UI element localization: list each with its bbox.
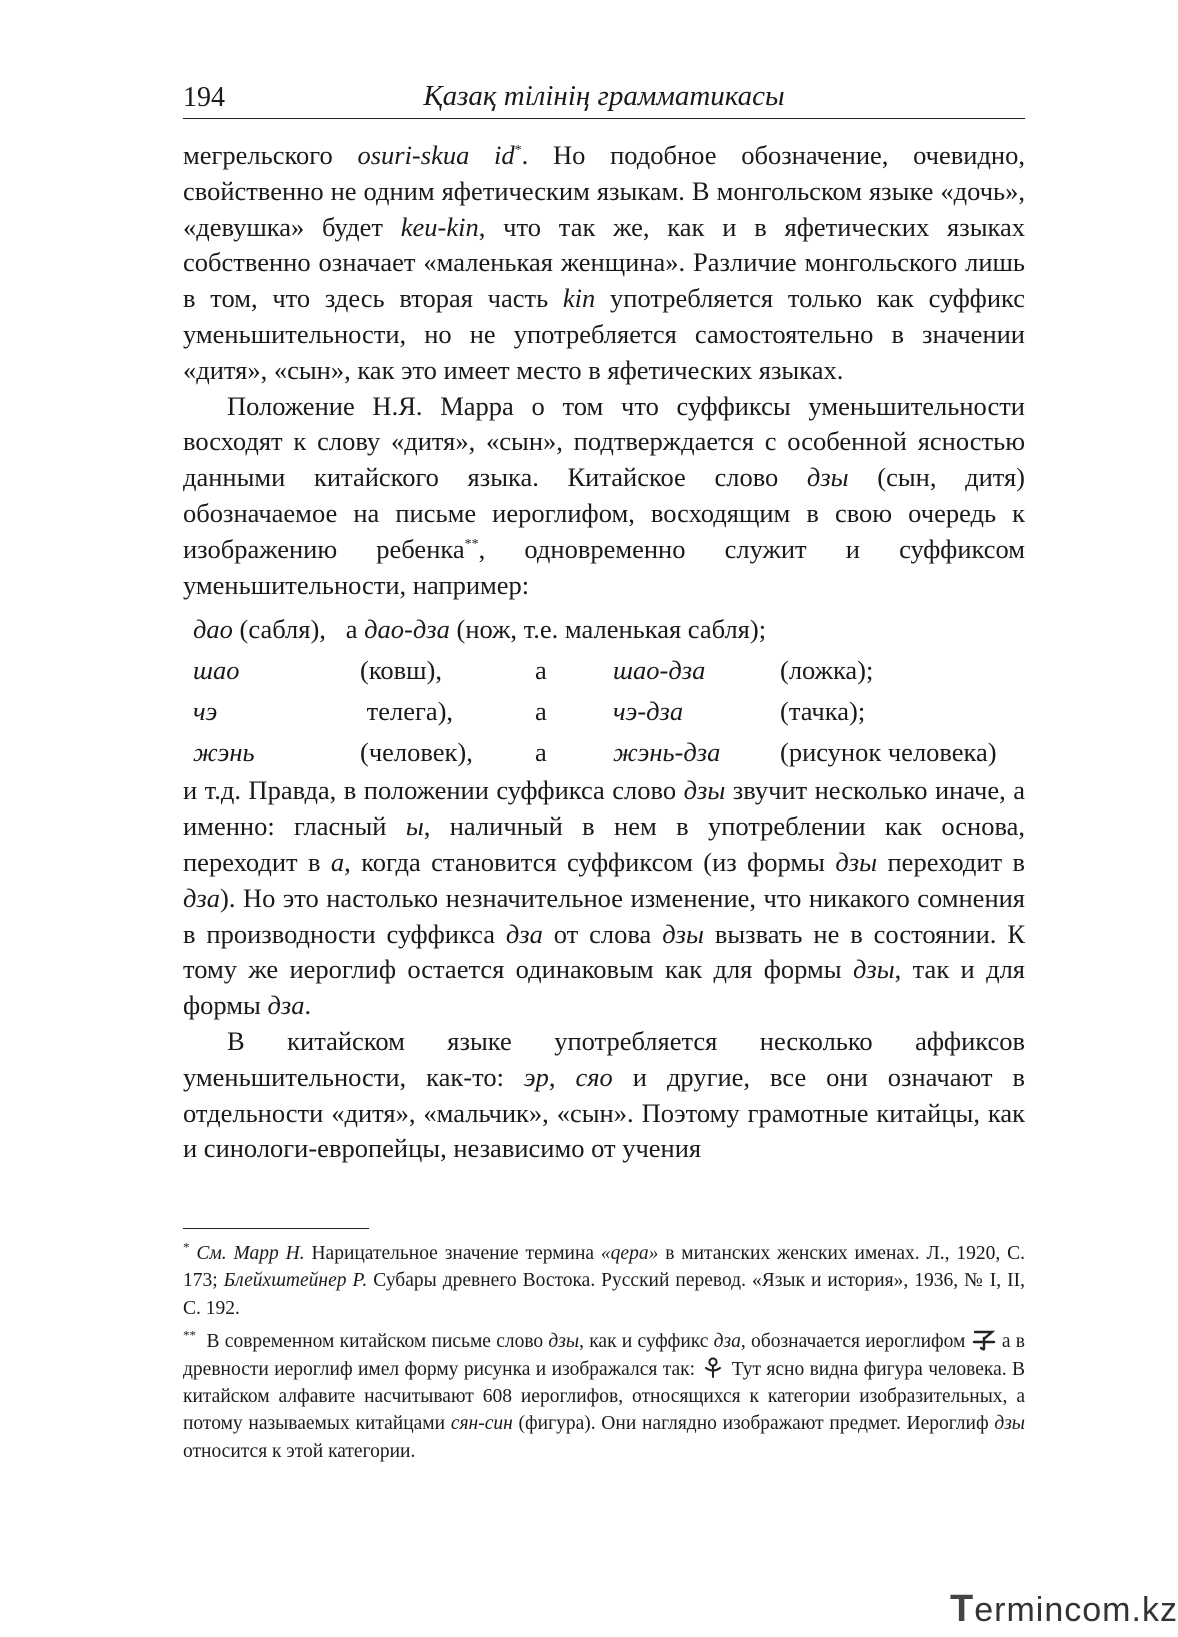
- example-row: дао (сабля), а дао-дза (нож, т.е. маленькая сабля);: [193, 613, 767, 644]
- paragraph-4: В китайском языке употребляется несколько аффиксов уменьшительности, как-то: эр, сяо и другие, все они означают в отдельности «дитя», «мальчик», «сын». Поэтому грамотные китайцы, как и синологи-европейцы, независимо от учения: [183, 1025, 1025, 1164]
- termincom-watermark: Termincom.kz: [950, 1588, 1178, 1630]
- footnote-ref-2: **: [464, 536, 479, 552]
- child-pictograph-icon: [700, 1357, 726, 1379]
- running-title: Қазақ тілінің грамматикасы: [423, 80, 785, 112]
- chinese-zi-character-icon: [971, 1329, 997, 1351]
- footnote-ref-1: *: [514, 143, 522, 159]
- main-text: [183, 138, 1025, 1167]
- footnotes: [183, 1240, 1025, 1471]
- example-row: шао (ковш), а шао-дза (ложка);: [193, 654, 874, 685]
- paragraph-3: и т.д. Правда, в положении суффикса слово дзы звучит несколько иначе, а именно: гласный ы, наличный в нем в употреблении как основа, переходит в а, когда становится суффиксом (из формы дзы переходит в дза). Но это настолько незначительное изменение, что никакого сомнения в производности суффикса дза от слова дзы вызвать не в состоянии. К тому же иероглиф остается одинаковым как для формы дзы, так и для формы дза.: [183, 775, 1025, 1021]
- example-row: жэнь (человек), а жэнь-дза (рисунок человека): [193, 736, 997, 767]
- examples-table: [183, 609, 997, 773]
- example-row: чэ телега), а чэ-дза (тачка);: [193, 695, 866, 726]
- page-header: [183, 80, 1025, 119]
- footnote-divider: [183, 1228, 369, 1229]
- paragraph-1: мегрельского osuri-skua id*. Но подобное обозначение, очевидно, свойственно не одним яфетическим языкам. В монгольском языке «дочь», «девушка» будет keu-kin, что так же, как и в яфетических языках собственно означает «маленькая женщина». Различие монгольского лишь в том, что здесь вторая часть kin употребляется только как суффикс уменьшительности, но не употребляется самостоятельно в значении «дитя», «сын», как это имеет место в яфетических языках.: [183, 140, 1025, 385]
- footnote-1: * См. Марр Н. Нарицательное значение термина «qера» в митанских женских именах. Л., 1920, С. 173; Блейхштейнер Р. Субары древнего Востока. Русский перевод. «Язык и история», 1936, № I, II, С. 192.: [183, 1239, 1025, 1319]
- paragraph-2: Положение Н.Я. Марра о том что суффиксы уменьшительности восходят к слову «дитя», «сын», подтверждается с особенной ясностью данными китайского языка. Китайское слово дзы (сын, дитя) обозначаемое на письме иероглифом, восходящим в свою очередь к изображению ребенка**, одновременно служит и суффиксом уменьшительности, например:: [183, 390, 1026, 600]
- page-number: 194: [183, 82, 225, 113]
- footnote-2: ** В современном китайском письме слово дзы, как и суффикс дза, обозначается иероглифом а в древности иероглиф имел форму рисунка и изображался так: Тут ясно видна фигура человека. В китайском алфавите насчитывают 608 иероглифов, относящихся к категории изобразительных, а потому называемых китайцами сян-син (фигура). Они наглядно изображают предмет. Иероглиф дзы относится к этой категории.: [183, 1327, 1026, 1462]
